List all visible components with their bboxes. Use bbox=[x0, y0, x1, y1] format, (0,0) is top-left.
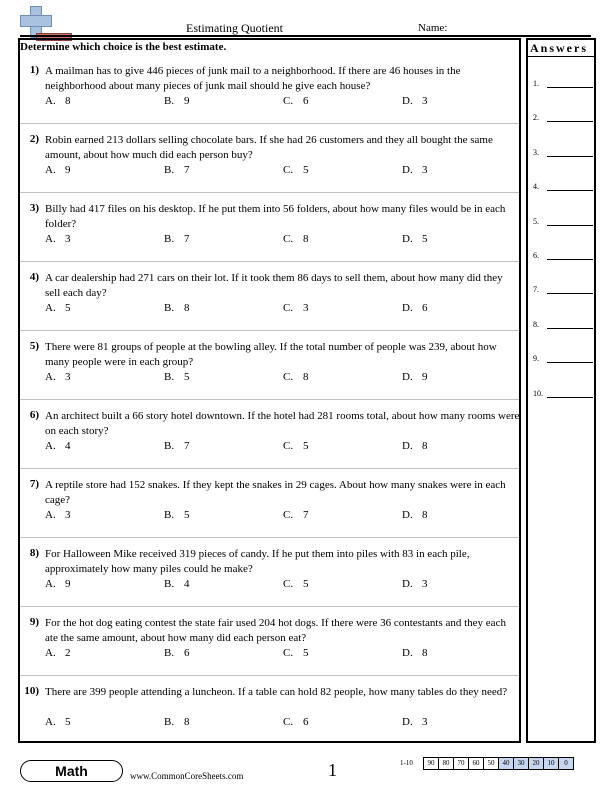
problem-number: 10) bbox=[24, 685, 39, 697]
choice-a bbox=[45, 440, 71, 452]
choice-letter: D. bbox=[402, 95, 413, 107]
choice-letter: B. bbox=[164, 440, 175, 452]
choice-value: 5 bbox=[65, 302, 71, 314]
answer-choices bbox=[45, 95, 515, 109]
choice-value: 3 bbox=[65, 509, 71, 521]
answer-choices bbox=[45, 647, 515, 661]
choice-c bbox=[283, 302, 309, 314]
choice-a bbox=[45, 716, 71, 728]
problem-text: An architect built a 66 story hotel downtown. If the hotel had 281 rooms total, about how many rooms were on each story? bbox=[45, 410, 520, 437]
problem-3 bbox=[20, 202, 516, 252]
choice-value: 7 bbox=[184, 164, 190, 176]
problem-number: 5) bbox=[29, 340, 39, 352]
answers-title: Answers bbox=[530, 41, 588, 55]
choice-letter: D. bbox=[402, 371, 413, 383]
choice-d bbox=[402, 233, 428, 245]
problem-divider bbox=[20, 606, 519, 607]
choice-value: 9 bbox=[65, 164, 71, 176]
problem-number: 6) bbox=[29, 409, 39, 421]
answer-blank[interactable] bbox=[547, 156, 593, 157]
problem-text: A car dealership had 271 cars on their lot. If it took them 86 days to sell them, about how many did they sell each day? bbox=[45, 272, 503, 299]
choice-b bbox=[164, 164, 190, 176]
choice-c bbox=[283, 95, 309, 107]
site-url: www.CommonCoreSheets.com bbox=[130, 771, 244, 781]
choice-letter: B. bbox=[164, 509, 175, 521]
choice-value: 6 bbox=[184, 647, 190, 659]
choice-a bbox=[45, 164, 71, 176]
choice-value: 2 bbox=[65, 647, 71, 659]
score-cell: 70 bbox=[453, 758, 468, 769]
choice-value: 8 bbox=[422, 440, 428, 452]
choice-value: 5 bbox=[303, 647, 309, 659]
problem-text: A mailman has to give 446 pieces of junk mail to a neighborhood. If there are 46 houses in the neighborhood about many pieces of junk mail should he give each house? bbox=[45, 65, 461, 92]
choice-c bbox=[283, 164, 309, 176]
choice-c bbox=[283, 440, 309, 452]
score-cell: 60 bbox=[468, 758, 483, 769]
choice-value: 5 bbox=[303, 440, 309, 452]
problem-text: There were 81 groups of people at the bowling alley. If the total number of people was 239, about how many people were in each group? bbox=[45, 341, 497, 368]
choice-letter: D. bbox=[402, 233, 413, 245]
choice-d bbox=[402, 647, 428, 659]
choice-a bbox=[45, 233, 71, 245]
choice-value: 7 bbox=[184, 233, 190, 245]
score-table bbox=[423, 757, 574, 770]
answer-blank[interactable] bbox=[547, 362, 593, 363]
choice-value: 8 bbox=[184, 302, 190, 314]
choice-letter: B. bbox=[164, 578, 175, 590]
problem-text: For the hot dog eating contest the state fair used 204 hot dogs. If there were 36 contestants and they each ate the same amount, about how many did each person eat? bbox=[45, 617, 506, 644]
answer-blank[interactable] bbox=[547, 259, 593, 260]
problem-8 bbox=[20, 547, 516, 597]
problem-number: 9) bbox=[29, 616, 39, 628]
choice-letter: B. bbox=[164, 647, 175, 659]
choice-value: 5 bbox=[303, 578, 309, 590]
choice-d bbox=[402, 95, 428, 107]
problem-10 bbox=[20, 685, 516, 735]
score-cell: 0 bbox=[558, 758, 573, 769]
choice-letter: C. bbox=[283, 578, 294, 590]
choice-d bbox=[402, 302, 428, 314]
choice-letter: D. bbox=[402, 716, 413, 728]
choice-value: 5 bbox=[184, 509, 190, 521]
choice-d bbox=[402, 164, 428, 176]
choice-value: 7 bbox=[303, 509, 309, 521]
choice-c bbox=[283, 578, 309, 590]
choice-letter: C. bbox=[283, 164, 294, 176]
choice-value: 3 bbox=[65, 233, 71, 245]
problem-text: A reptile store had 152 snakes. If they kept the snakes in 29 cages. About how many snakes were in each cage? bbox=[45, 479, 506, 506]
choice-letter: B. bbox=[164, 302, 175, 314]
score-range-label: 1-10 bbox=[400, 759, 413, 767]
choice-letter: A. bbox=[45, 440, 56, 452]
answer-line-4[interactable] bbox=[533, 182, 593, 192]
problem-7 bbox=[20, 478, 516, 528]
problem-2 bbox=[20, 133, 516, 183]
choice-c bbox=[283, 509, 309, 521]
choice-letter: C. bbox=[283, 302, 294, 314]
choice-letter: D. bbox=[402, 302, 413, 314]
choice-letter: A. bbox=[45, 647, 56, 659]
answer-line-2[interactable] bbox=[533, 113, 593, 123]
answer-line-8[interactable] bbox=[533, 320, 593, 330]
choice-value: 3 bbox=[65, 371, 71, 383]
choice-value: 6 bbox=[303, 95, 309, 107]
choice-c bbox=[283, 371, 309, 383]
answer-choices bbox=[45, 371, 515, 385]
choice-letter: D. bbox=[402, 164, 413, 176]
problem-5 bbox=[20, 340, 516, 390]
answer-line-9[interactable] bbox=[533, 354, 593, 364]
problem-number: 7) bbox=[29, 478, 39, 490]
answer-choices bbox=[45, 509, 515, 523]
score-cell: 30 bbox=[513, 758, 528, 769]
answer-number: 3. bbox=[533, 147, 539, 157]
answer-choices bbox=[45, 164, 515, 178]
choice-letter: A. bbox=[45, 578, 56, 590]
problem-divider bbox=[20, 123, 519, 124]
problem-number: 4) bbox=[29, 271, 39, 283]
choice-letter: D. bbox=[402, 647, 413, 659]
problem-divider bbox=[20, 399, 519, 400]
choice-value: 5 bbox=[65, 716, 71, 728]
choice-c bbox=[283, 647, 309, 659]
choice-letter: A. bbox=[45, 371, 56, 383]
choice-c bbox=[283, 716, 309, 728]
score-cell: 10 bbox=[543, 758, 558, 769]
choice-letter: B. bbox=[164, 716, 175, 728]
problem-6 bbox=[20, 409, 520, 459]
score-cell: 90 bbox=[427, 759, 435, 767]
choice-letter: C. bbox=[283, 509, 294, 521]
choice-letter: A. bbox=[45, 233, 56, 245]
problem-divider bbox=[20, 261, 519, 262]
answer-line-10[interactable] bbox=[533, 389, 593, 399]
choice-d bbox=[402, 371, 428, 383]
answer-blank[interactable] bbox=[547, 397, 593, 398]
problem-number: 3) bbox=[29, 202, 39, 214]
choice-value: 3 bbox=[422, 164, 428, 176]
choice-value: 3 bbox=[422, 716, 428, 728]
answer-blank[interactable] bbox=[547, 121, 593, 122]
problem-divider bbox=[20, 192, 519, 193]
page-number: 1 bbox=[328, 760, 337, 780]
instructions: Determine which choice is the best estimate. bbox=[20, 41, 227, 53]
choice-b bbox=[164, 716, 190, 728]
score-cell: 80 bbox=[438, 758, 453, 769]
choice-d bbox=[402, 578, 428, 590]
choice-a bbox=[45, 647, 71, 659]
choice-value: 8 bbox=[303, 233, 309, 245]
answer-number: 8. bbox=[533, 319, 539, 329]
answer-number: 1. bbox=[533, 79, 539, 88]
choice-letter: D. bbox=[402, 509, 413, 521]
answer-choices bbox=[45, 233, 515, 247]
answer-line-7[interactable] bbox=[533, 285, 593, 295]
choice-value: 5 bbox=[184, 371, 190, 383]
answer-line-6[interactable] bbox=[533, 251, 593, 261]
answer-blank[interactable] bbox=[547, 225, 593, 226]
choice-letter: C. bbox=[283, 233, 294, 245]
problem-divider bbox=[20, 537, 519, 538]
choice-a bbox=[45, 95, 71, 107]
choice-value: 9 bbox=[65, 578, 71, 590]
choice-value: 8 bbox=[422, 647, 428, 659]
choice-letter: B. bbox=[164, 233, 175, 245]
choice-letter: A. bbox=[45, 95, 56, 107]
answer-number: 9. bbox=[533, 354, 539, 364]
answer-number: 2. bbox=[533, 113, 539, 123]
choice-value: 5 bbox=[303, 164, 309, 176]
choice-value: 9 bbox=[422, 371, 428, 383]
choice-d bbox=[402, 509, 428, 521]
choice-letter: A. bbox=[45, 164, 56, 176]
choice-value: 3 bbox=[303, 302, 309, 314]
choice-a bbox=[45, 371, 71, 383]
choice-b bbox=[164, 95, 190, 107]
choice-letter: A. bbox=[45, 509, 56, 521]
problem-text: Billy had 417 files on his desktop. If he put them into 56 folders, about how many files would be in each folder? bbox=[45, 203, 506, 230]
choice-d bbox=[402, 716, 428, 728]
name-label: Name: bbox=[418, 22, 448, 34]
choice-value: 8 bbox=[422, 509, 428, 521]
problem-text: For Halloween Mike received 319 pieces of candy. If he put them into piles with 83 in each pile, approximately how many piles could he make? bbox=[45, 548, 470, 575]
choice-value: 9 bbox=[184, 95, 190, 107]
choice-letter: C. bbox=[283, 95, 294, 107]
score-cell: 20 bbox=[528, 758, 543, 769]
answer-line-1[interactable] bbox=[533, 79, 593, 89]
choice-b bbox=[164, 647, 190, 659]
choice-b bbox=[164, 233, 190, 245]
choice-b bbox=[164, 371, 190, 383]
choice-value: 4 bbox=[65, 440, 71, 452]
choice-b bbox=[164, 509, 190, 521]
score-cell: 50 bbox=[483, 758, 498, 769]
choice-value: 8 bbox=[184, 716, 190, 728]
choice-c bbox=[283, 233, 309, 245]
problem-divider bbox=[20, 468, 519, 469]
problem-number: 2) bbox=[29, 133, 39, 145]
score-cell: 40 bbox=[498, 758, 513, 769]
problem-number: 8) bbox=[29, 547, 39, 559]
choice-value: 6 bbox=[303, 716, 309, 728]
answer-line-3[interactable] bbox=[533, 148, 593, 158]
choice-a bbox=[45, 302, 71, 314]
choice-value: 7 bbox=[184, 440, 190, 452]
choice-d bbox=[402, 440, 428, 452]
answer-number: 7. bbox=[533, 285, 539, 295]
choice-value: 4 bbox=[184, 578, 190, 590]
problem-divider bbox=[20, 675, 519, 676]
choice-letter: B. bbox=[164, 95, 175, 107]
choice-b bbox=[164, 440, 190, 452]
answer-blank[interactable] bbox=[547, 190, 593, 191]
answer-blank[interactable] bbox=[547, 293, 593, 294]
choice-letter: C. bbox=[283, 647, 294, 659]
choice-b bbox=[164, 302, 190, 314]
choice-value: 3 bbox=[422, 95, 428, 107]
answer-blank[interactable] bbox=[547, 87, 593, 88]
choice-letter: C. bbox=[283, 716, 294, 728]
choice-letter: D. bbox=[402, 440, 413, 452]
problem-text: There are 399 people attending a luncheon. If a table can hold 82 people, how many tables do they need? bbox=[45, 686, 508, 698]
subject-badge: Math bbox=[20, 760, 123, 782]
page-title: Estimating Quotient bbox=[186, 21, 283, 35]
choice-letter: A. bbox=[45, 716, 56, 728]
answer-blank[interactable] bbox=[547, 328, 593, 329]
choice-value: 3 bbox=[422, 578, 428, 590]
answer-number: 6. bbox=[533, 251, 539, 260]
answer-choices bbox=[45, 440, 515, 454]
choice-letter: B. bbox=[164, 371, 175, 383]
answer-choices bbox=[45, 578, 515, 592]
answers-divider bbox=[528, 56, 594, 57]
choice-letter: A. bbox=[45, 302, 56, 314]
choice-value: 8 bbox=[303, 371, 309, 383]
choice-a bbox=[45, 509, 71, 521]
answer-choices bbox=[45, 302, 515, 316]
answer-line-5[interactable] bbox=[533, 217, 593, 227]
header-divider bbox=[20, 35, 591, 37]
answer-number: 10. bbox=[533, 388, 543, 398]
choice-value: 6 bbox=[422, 302, 428, 314]
choice-letter: C. bbox=[283, 371, 294, 383]
problem-text: Robin earned 213 dollars selling chocolate bars. If she had 26 customers and they all bought the same amount, about how much did each person buy? bbox=[45, 134, 493, 161]
problem-9 bbox=[20, 616, 516, 666]
answer-number: 4. bbox=[533, 182, 539, 192]
problem-4 bbox=[20, 271, 516, 321]
problem-divider bbox=[20, 330, 519, 331]
choice-b bbox=[164, 578, 190, 590]
choice-letter: D. bbox=[402, 578, 413, 590]
choice-a bbox=[45, 578, 71, 590]
choice-value: 8 bbox=[65, 95, 71, 107]
choice-letter: C. bbox=[283, 440, 294, 452]
problem-1 bbox=[20, 64, 516, 114]
choice-letter: B. bbox=[164, 164, 175, 176]
problem-number: 1) bbox=[29, 64, 39, 76]
answer-choices bbox=[45, 716, 515, 730]
choice-value: 5 bbox=[422, 233, 428, 245]
answer-number: 5. bbox=[533, 216, 539, 226]
